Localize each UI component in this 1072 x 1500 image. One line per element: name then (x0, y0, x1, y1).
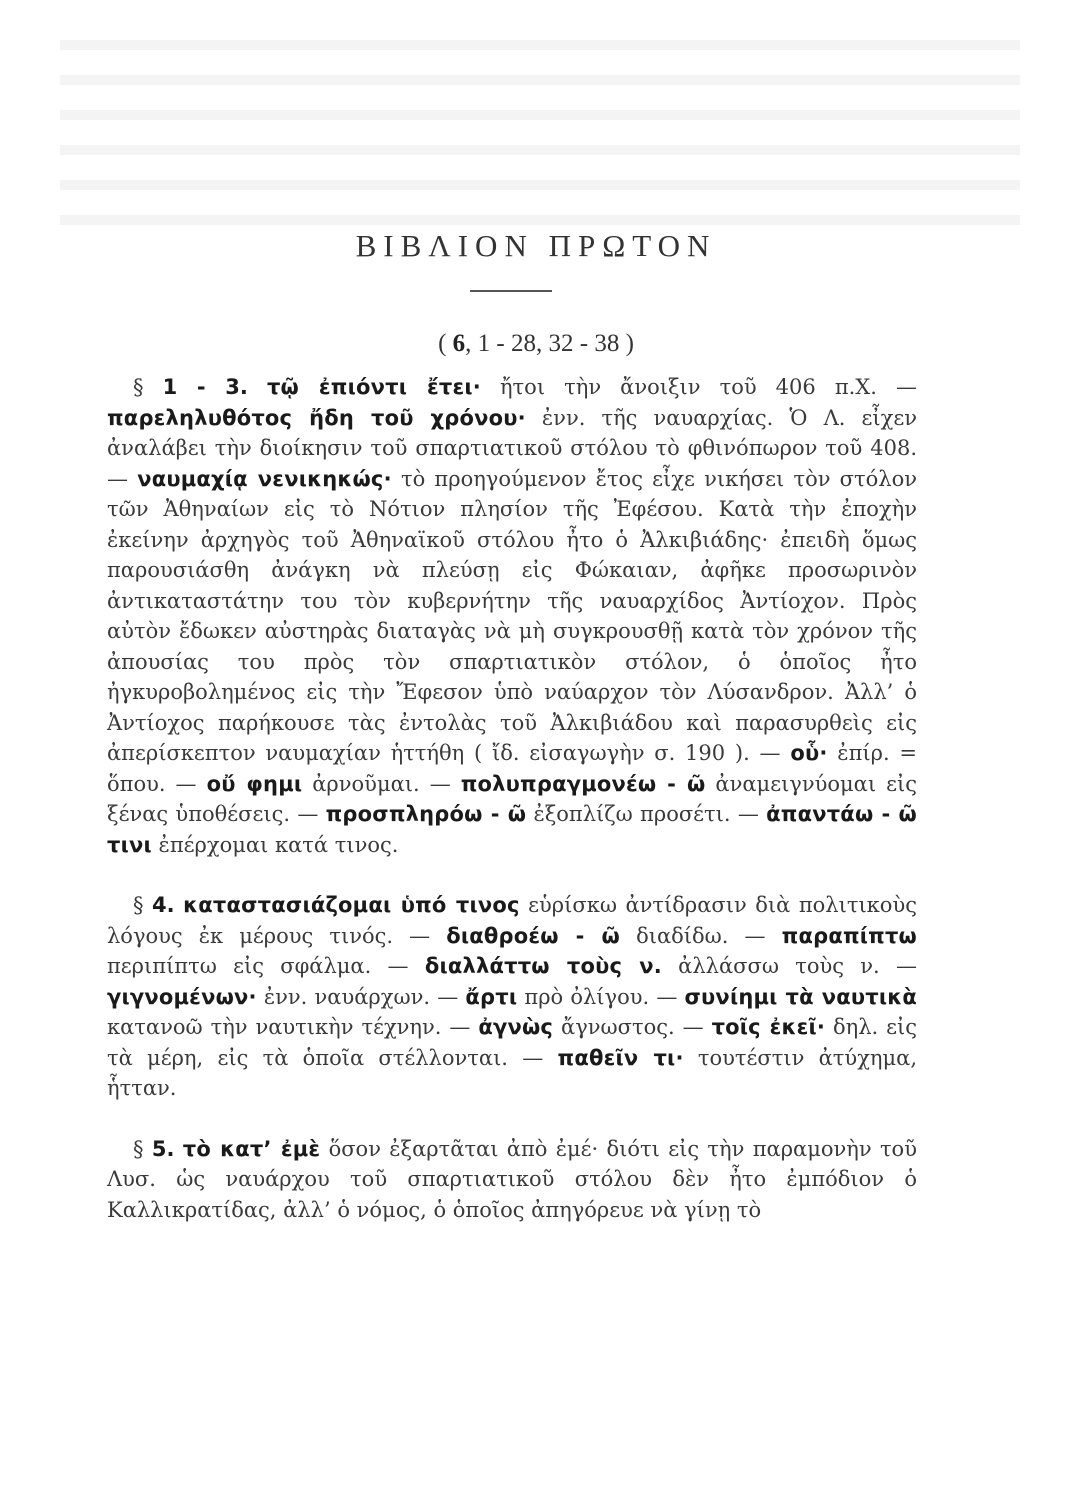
lemma: πολυπραγμονέω - ῶ (460, 771, 706, 796)
gloss: διαδίδω. — (619, 923, 782, 948)
lemma: γιγνομένων· (107, 984, 257, 1009)
section-sign: § (133, 893, 144, 917)
lemma: διαθροέω - ῶ (446, 923, 620, 948)
paragraph-4 (107, 890, 917, 1104)
gloss: ἐνν. ναυάρχων. — (256, 984, 466, 1009)
lemma: προσπληρόω - ῶ (325, 802, 527, 826)
lemma: ναυμαχίᾳ νενικηκώς· (137, 466, 392, 491)
book-title: ΒΙΒΛΙΟΝ ΠΡΩΤΟΝ (355, 228, 717, 263)
gloss: ἐνν. τῆς ναυαρχίας. Ὁ Λ. εἶχεν ἀναλάβει τὴν διοίκησιν τοῦ σπαρτιατικοῦ στόλου τὸ φθινόπωρον τοῦ 408. — (107, 405, 917, 491)
lemma: συνίημι τὰ ναυτικὰ (684, 984, 917, 1009)
show-through-text (60, 40, 1020, 250)
section-sign: § (133, 375, 144, 399)
commentary-body (107, 372, 917, 1225)
section-sign: § (133, 1136, 144, 1161)
lemma: παραπίπτω (781, 923, 918, 948)
lemma: οὔ φημι (206, 771, 303, 796)
section-number: 1 - 3. (162, 375, 248, 399)
range-number: 6 (452, 330, 466, 357)
lemma: ἄρτι (465, 984, 518, 1009)
gloss: ἀρνοῦμαι. — (302, 771, 461, 796)
lemma: τῷ ἐπιόντι ἔτει· (266, 375, 481, 399)
gloss: ἀναμειγνύομαι εἰς ξένας ὑποθέσεις. — (107, 771, 917, 826)
range-rest: , 1 - 28, 32 - 38 (465, 330, 620, 357)
paragraph-1-3 (107, 372, 917, 860)
lemma: ἀπαντάω - ῶ τινι (107, 802, 917, 857)
gloss: ἀλλάσσω τοὺς ν. — (661, 954, 917, 978)
lemma: ἀγνὼς (478, 1015, 554, 1039)
gloss: τὸ προηγούμενον ἔτος εἶχε νικήσει τὸν στόλον τῶν Ἀθηναίων εἰς τὸ Νότιον πλησίον τῆς Ἐφέσου. Κατὰ τὴν ἐποχὴν ἐκείνην ἀρχηγὸς τοῦ Ἀθηναϊκοῦ στόλου ἦτο ὁ Ἀλκιβιάδης· ἐπειδὴ ὅμως παρουσιάσθη ἀνάγκη νὰ πλεύσῃ εἰς Φώκαιαν, ἀφῆκε προσωρινὸν ἀντικαταστάτην του τὸν κυβερνήτην τῆς ναυαρχίδος Ἀντίοχον. Πρὸς αὐτὸν ἔδωκεν αὐστηρὰς διαταγὰς νὰ μὴ συγκρουσθῇ κατὰ τὸν χρόνον τῆς ἀπουσίας του πρὸς τὸν σπαρτιατικὸν στόλον, ὁ ὁποῖος ἦτο ἠγκυροβολημένος εἰς τὴν Ἔφεσον ὑπὸ ναύαρχον τὸν Λύσανδρον. Ἀλλ’ ὁ Ἀντίοχος παρήκουσε τὰς ἐντολὰς τοῦ Ἀλκιβιάδου καὶ παρασυρθεὶς εἰς ἀπερίσκεπτον ναυμαχίαν ἡττήθη ( ἴδ. εἰσαγωγὴν σ. 190 ). — (107, 466, 917, 765)
gloss: δηλ. εἰς τὰ μέρη, εἰς τὰ ὁποῖα στέλλονται. — (107, 1015, 918, 1070)
lemma: παθεῖν τι· (557, 1045, 684, 1070)
gloss: ἐπίρ. = ὅπου. — (107, 741, 918, 796)
gloss: κατανοῶ τὴν ναυτικὴν τέχνην. — (107, 1015, 479, 1039)
title-rule (470, 290, 552, 292)
gloss: τουτέστιν ἀτύχημα, ἧτταν. (107, 1045, 918, 1100)
paragraph-5 (107, 1134, 917, 1226)
gloss: ἤτοι τὴν ἄνοιξιν τοῦ 406 π.Χ. — (480, 375, 917, 399)
gloss: ὅσον ἐξαρτᾶται ἀπὸ ἐμέ· διότι εἰς τὴν παραμονὴν τοῦ Λυσ. ὡς ναυάρχου τοῦ σπαρτιατικοῦ στόλου δὲν ἦτο ἐμπόδιον ὁ Καλλικρατίδας, ἀλλ’ ὁ νόμος, ὁ ὁποῖος ἀπηγόρευε νὰ γίνῃ τὸ (107, 1136, 917, 1222)
lemma: τοῖς ἐκεῖ· (711, 1015, 826, 1039)
gloss: εὑρίσκω ἀντίδρασιν διὰ πολιτικοὺς λόγους ἐκ μέρους τινός. — (107, 893, 917, 948)
section-number: 5. (151, 1136, 175, 1161)
gloss: ἐξοπλίζω προσέτι. — (526, 802, 767, 826)
gloss: περιπίπτω εἰς σφάλμα. — (107, 954, 425, 978)
section-number: 4. (152, 893, 175, 917)
lemma: οὗ· (790, 741, 828, 765)
lemma: παρεληλυθότος ἤδη τοῦ χρόνου· (107, 405, 526, 430)
lemma: διαλλάττω τοὺς ν. (424, 954, 662, 978)
gloss: πρὸ ὀλίγου. — (517, 984, 685, 1009)
lemma: καταστασιάζομαι ὑπό τινος (183, 893, 520, 917)
chapter-range: ( 6, 1 - 28, 32 - 38 ) (438, 330, 634, 357)
gloss: ἄγνωστος. — (553, 1015, 712, 1039)
lemma: τὸ κατ’ ἐμὲ (182, 1136, 321, 1161)
gloss: ἐπέρχομαι κατά τινος. (151, 832, 399, 857)
